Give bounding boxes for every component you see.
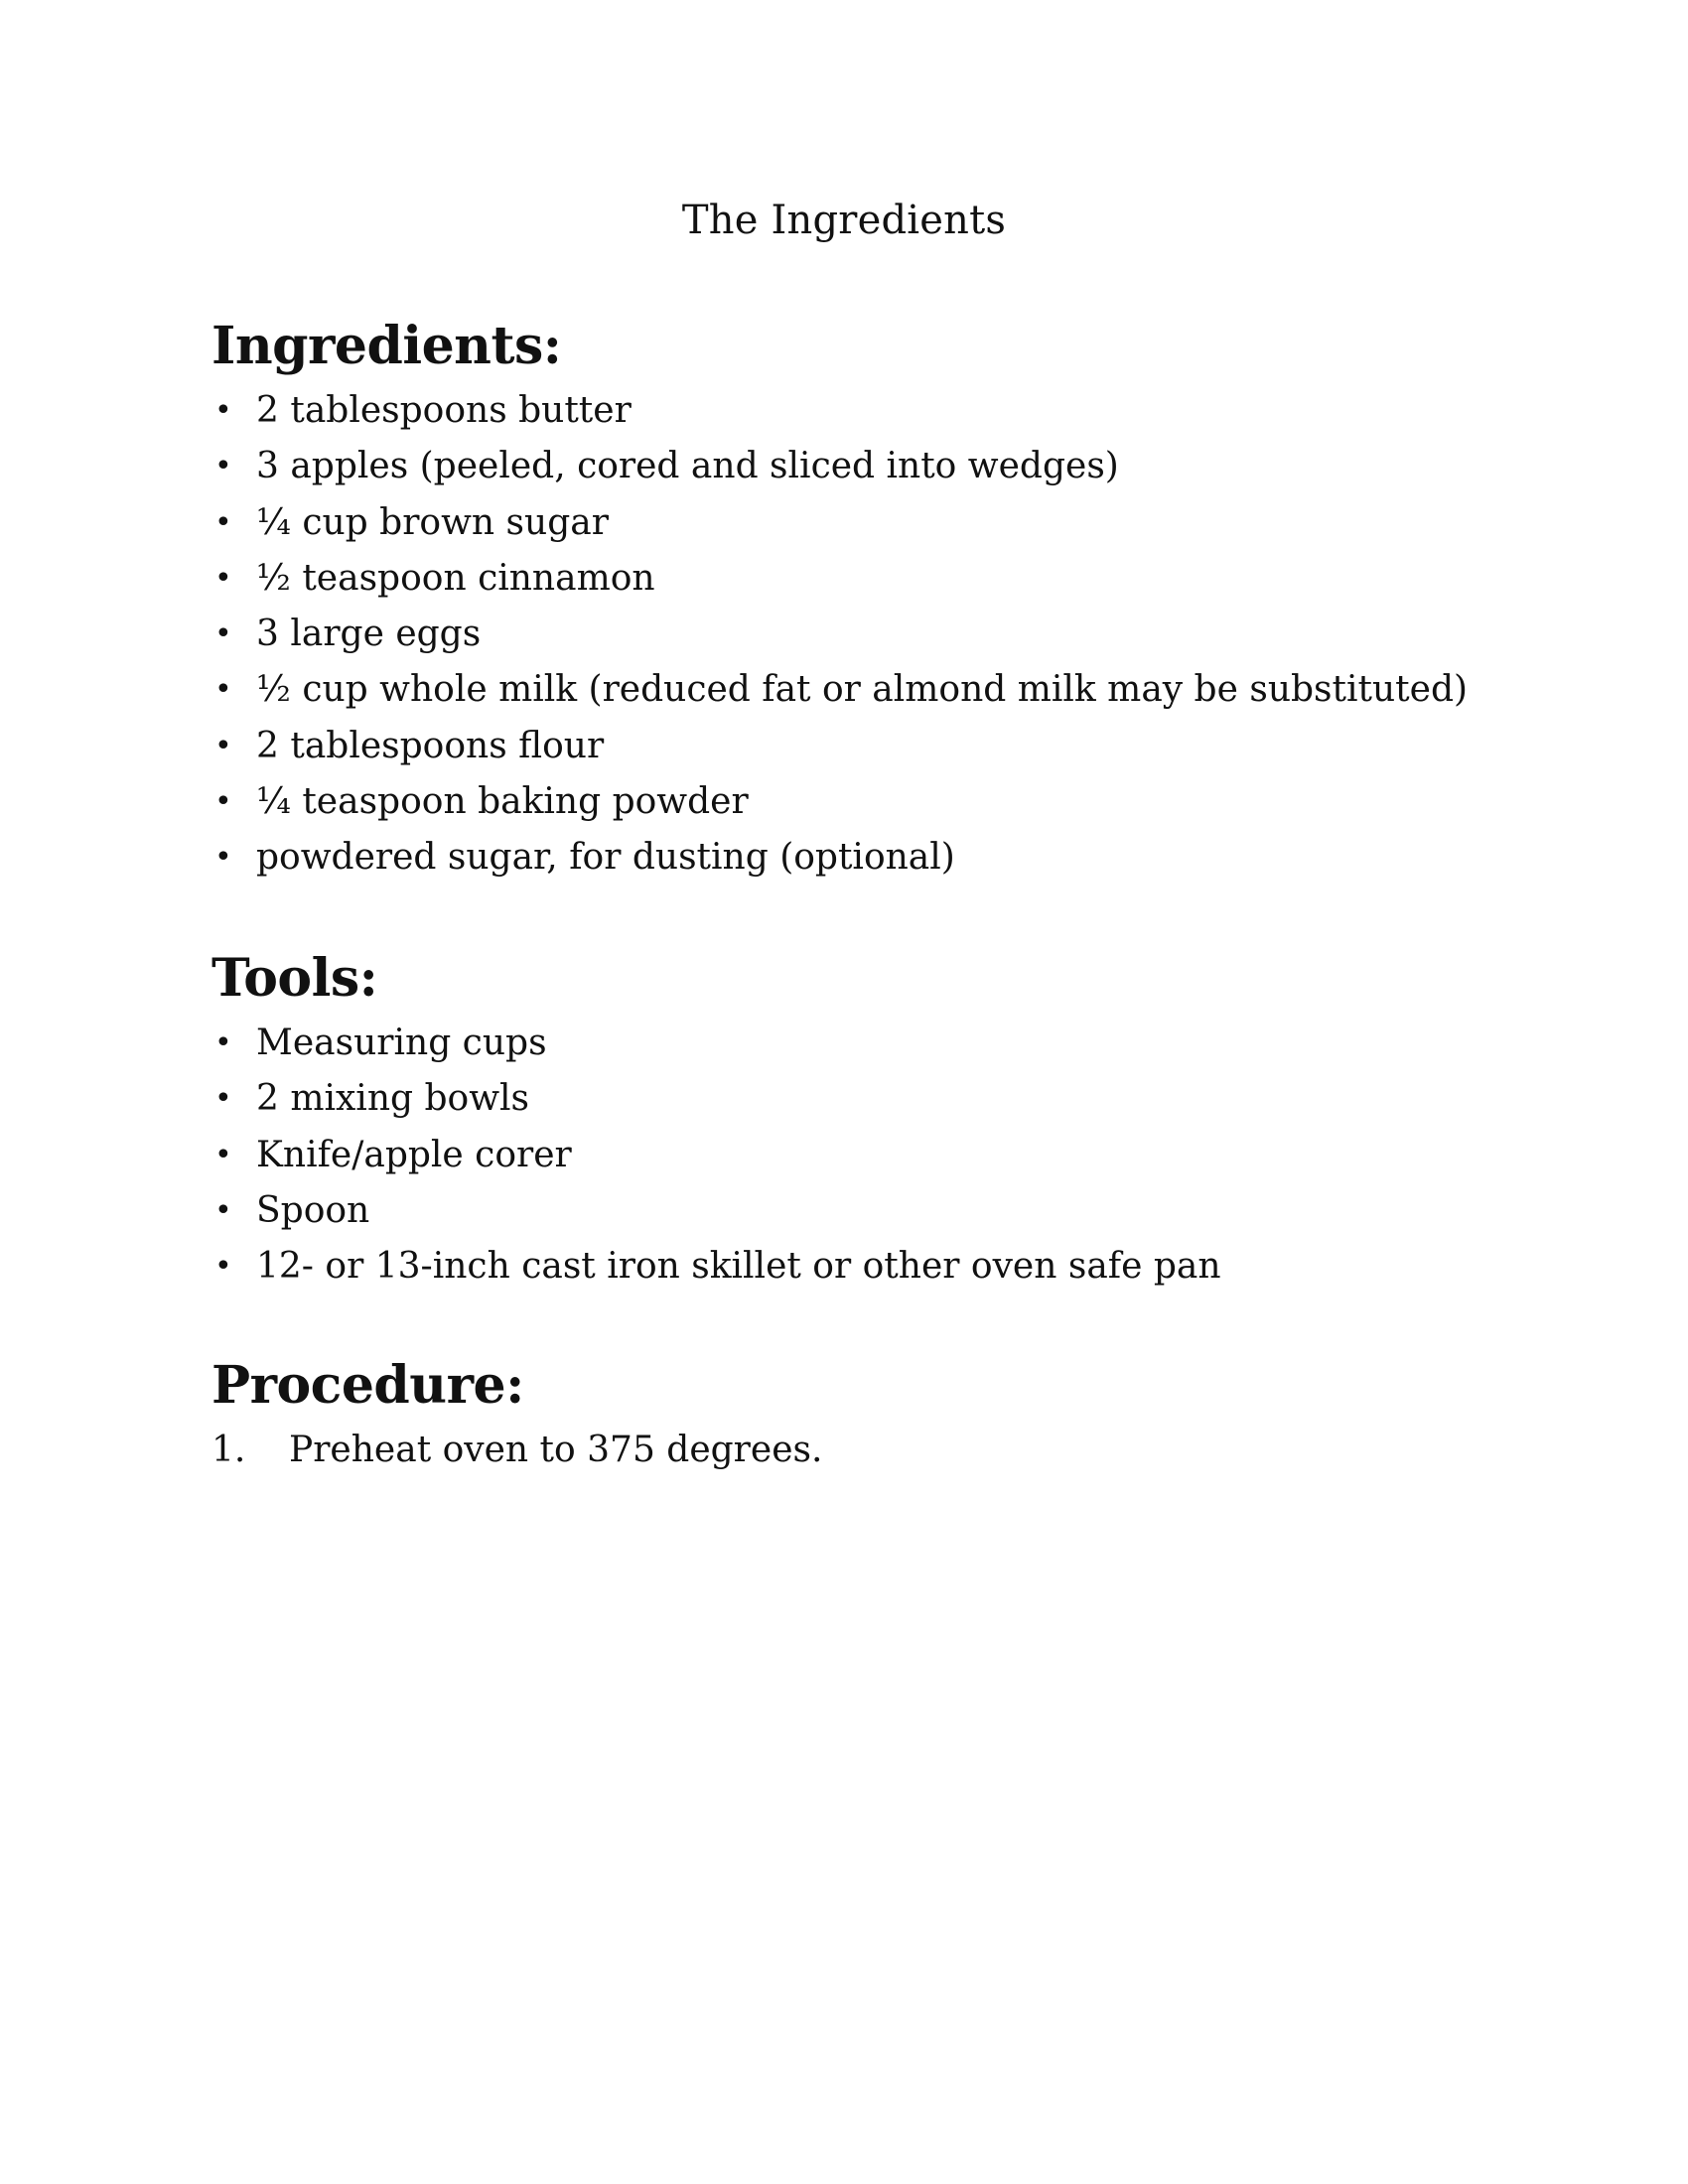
step-number: 1. [211,1430,246,1470]
list-item-text: ½ teaspoon cinnamon [256,557,655,599]
procedure-steps [211,1423,1502,1478]
list-item [211,830,1502,886]
list-item-text: ¼ cup brown sugar [256,501,609,543]
tools-list [211,1016,1502,1295]
list-item [211,1183,1502,1239]
list-item [211,495,1502,551]
tools-section [211,948,1502,1295]
procedure-section [211,1355,1502,1478]
ingredients-heading: Ingredients: [211,316,562,376]
list-item-text: 12- or 13-inch cast iron skillet or other oven safe pan [256,1246,1221,1288]
list-item [211,1239,1502,1295]
procedure-step [211,1423,1502,1478]
list-item-text: 2 tablespoons flour [256,725,605,766]
list-item [211,774,1502,830]
bullet-icon: • [214,1192,232,1228]
bullet-icon: • [214,840,232,876]
list-item-text: 2 mixing bowls [256,1078,530,1120]
bullet-icon: • [214,672,232,708]
list-item-text: Knife/apple corer [256,1134,572,1175]
bullet-icon: • [214,1137,232,1172]
list-item-text: ¼ teaspoon baking powder [256,781,749,823]
ingredients-section [211,316,1502,887]
list-item [211,1016,1502,1071]
bullet-icon: • [214,560,232,596]
tools-heading: Tools: [211,948,378,1009]
bullet-icon: • [214,393,232,428]
list-item [211,383,1502,439]
bullet-icon: • [214,504,232,540]
list-item [211,1071,1502,1127]
step-text: Preheat oven to 375 degrees. [289,1430,823,1470]
list-item [211,607,1502,662]
list-item-text: Spoon [256,1189,370,1231]
bullet-icon: • [214,1081,232,1117]
list-item [211,439,1502,494]
ingredients-list [211,383,1502,887]
list-item [211,1128,1502,1183]
list-item-text: Measuring cups [256,1023,547,1063]
list-item [211,719,1502,774]
list-item-text: powdered sugar, for dusting (optional) [256,837,955,879]
list-item [211,551,1502,607]
list-item [211,662,1502,718]
bullet-icon: • [214,616,232,652]
bullet-icon: • [214,1249,232,1285]
bullet-icon: • [214,784,232,820]
list-item-text: ½ cup whole milk (reduced fat or almond milk may be substituted) [256,669,1469,711]
running-title: The Ingredients [681,198,1007,243]
list-item-text: 3 large eggs [256,614,482,655]
bullet-icon: • [214,449,232,484]
procedure-heading: Procedure: [211,1355,524,1416]
list-item-text: 3 apples (peeled, cored and sliced into wedges) [256,446,1119,487]
bullet-icon: • [214,1025,232,1060]
bullet-icon: • [214,728,232,763]
list-item-text: 2 tablespoons butter [256,390,632,431]
